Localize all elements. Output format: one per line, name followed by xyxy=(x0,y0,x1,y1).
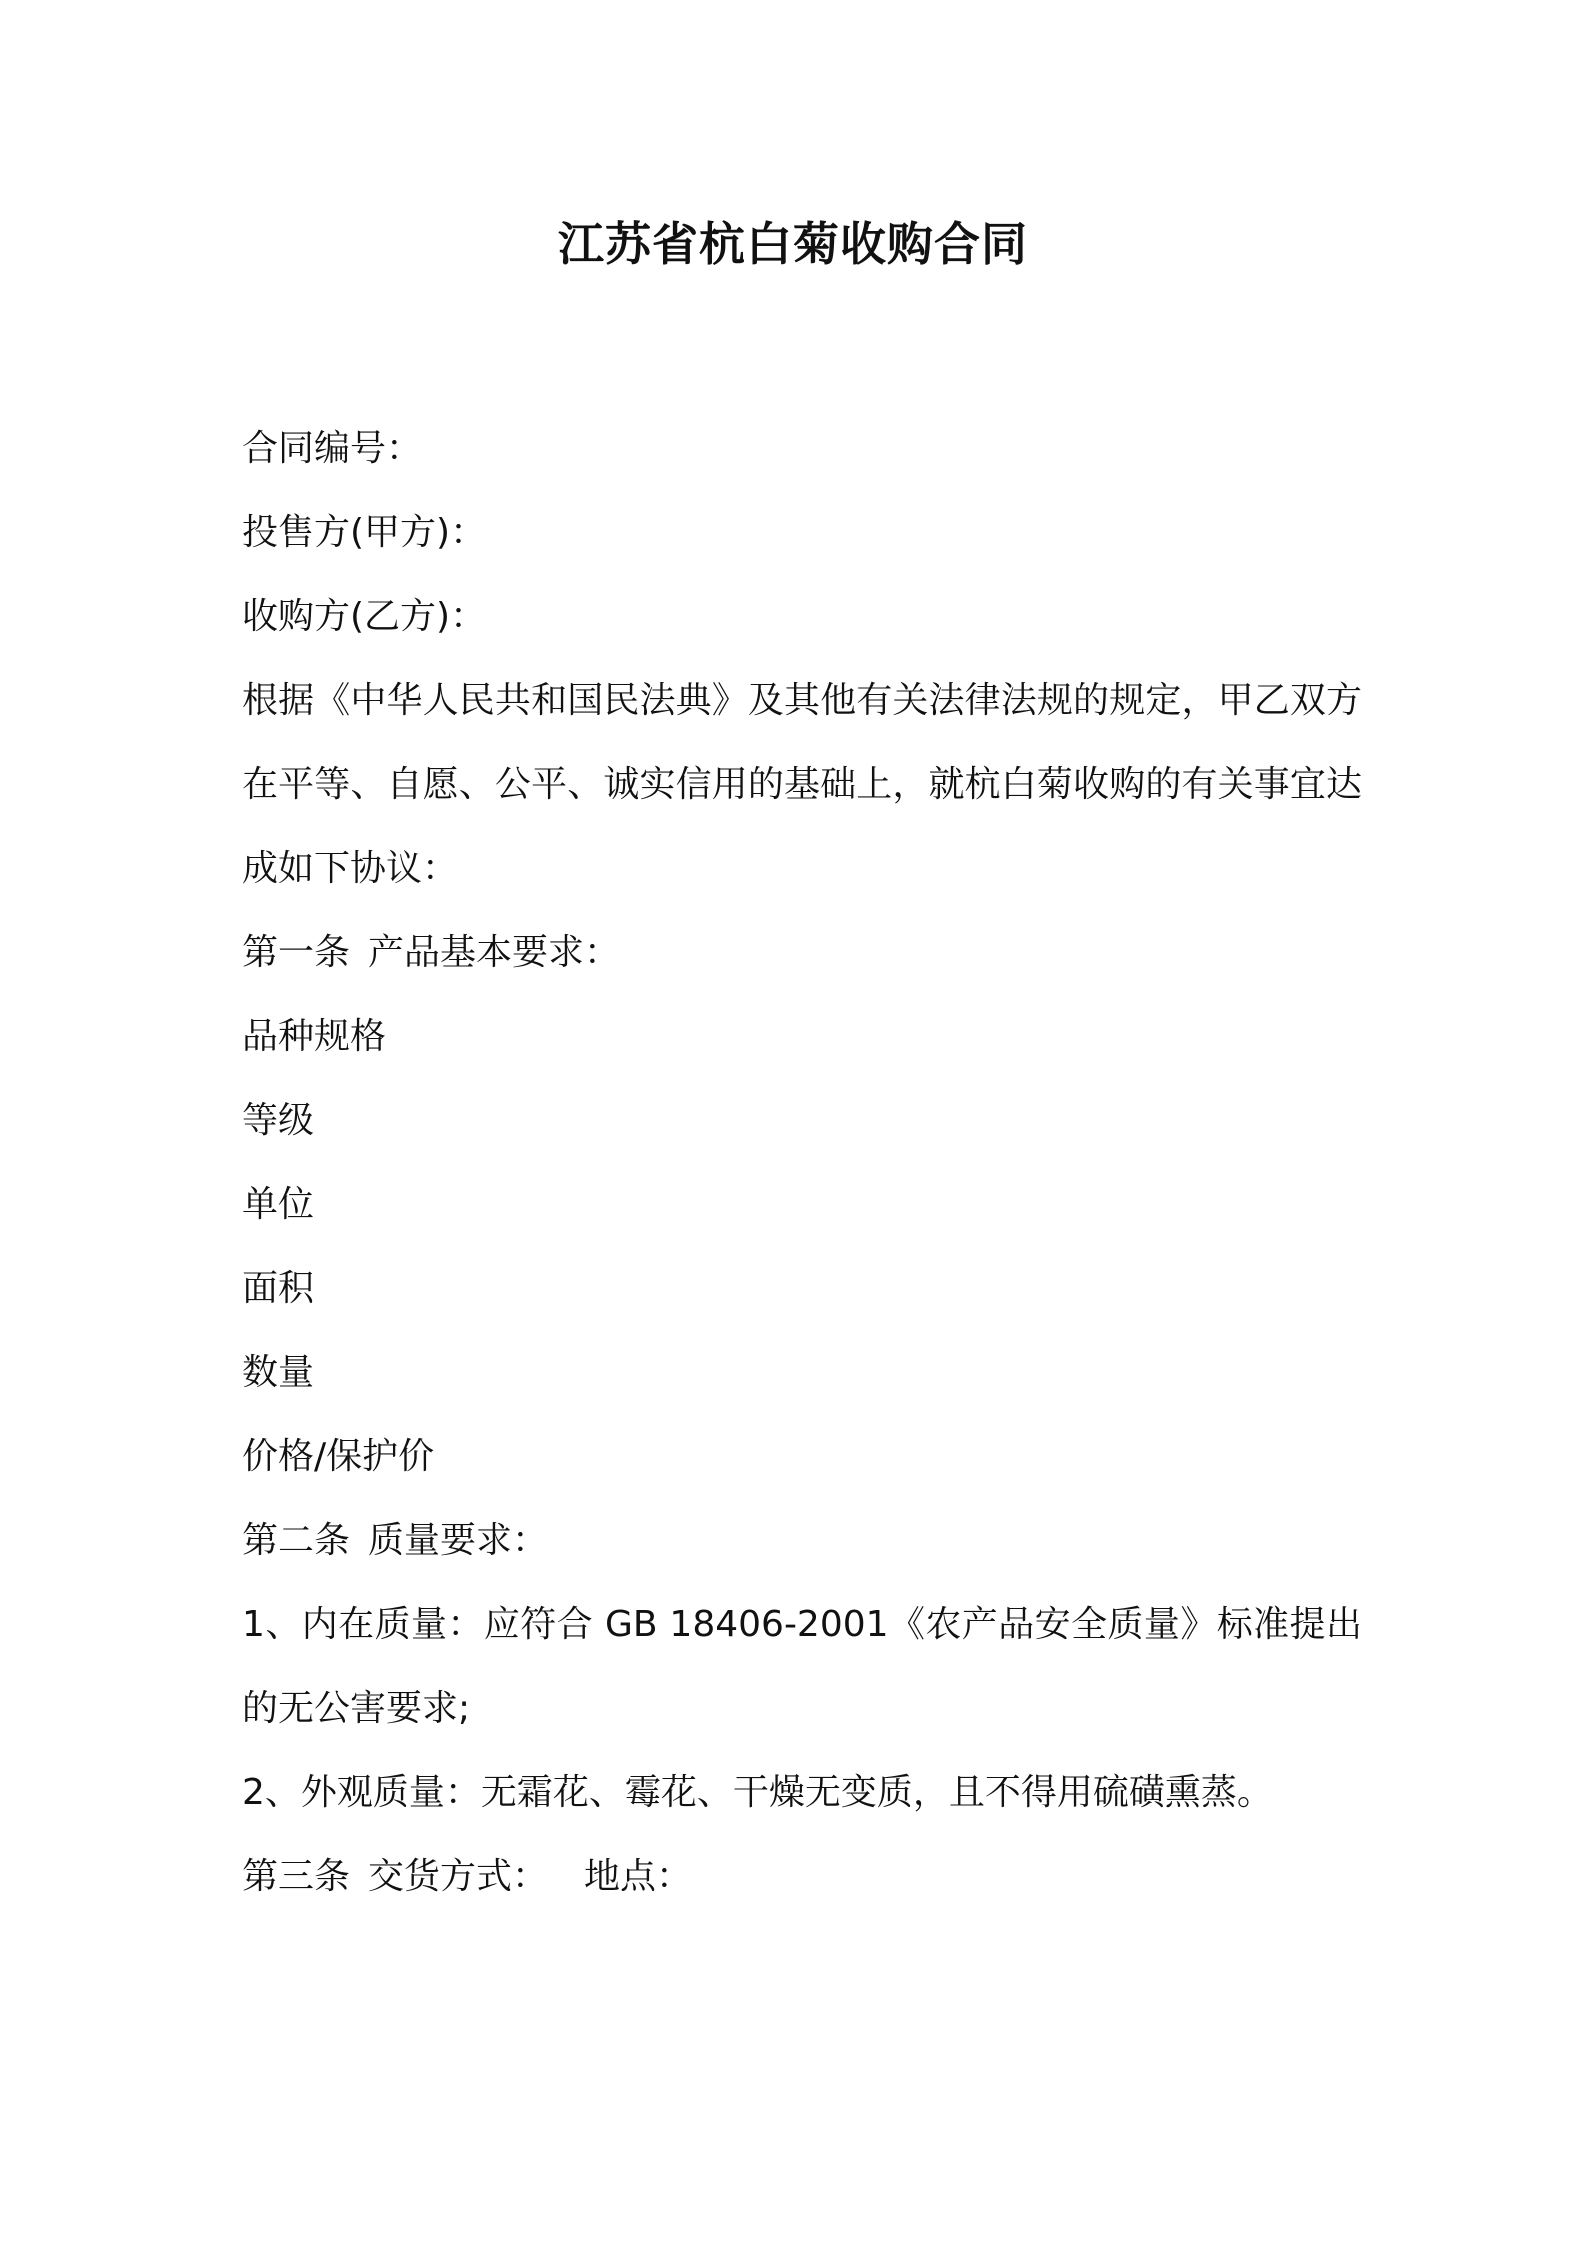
article1-title: 产品基本要求： xyxy=(368,932,621,973)
contract-number-label: 合同编号： xyxy=(242,428,423,469)
article1-number: 第一条 xyxy=(242,932,351,973)
article1-item-price: 价格/保护价 xyxy=(242,1436,435,1477)
document-body xyxy=(242,407,1362,1919)
article1-item-variety: 品种规格 xyxy=(242,1016,387,1057)
article2-heading xyxy=(242,1499,1362,1583)
article3-number: 第三条 xyxy=(242,1856,351,1897)
article1-heading xyxy=(242,911,1362,995)
article3-location-label: 地点： xyxy=(584,1856,693,1897)
article1-item-unit: 单位 xyxy=(242,1184,315,1225)
article3-title: 交货方式： xyxy=(368,1856,549,1897)
article2-item-appearance-quality: 2、外观质量：无霜花、霉花、干燥无变质，且不得用硫磺熏蒸。 xyxy=(242,1772,1273,1813)
buyer-label: 收购方(乙方)： xyxy=(242,596,487,637)
preamble-paragraph: 根据《中华人民共和国民法典》及其他有关法律法规的规定，甲乙双方在平等、自愿、公平、诚实信用的基础上，就杭白菊收购的有关事宜达成如下协议： xyxy=(242,680,1362,889)
seller-label: 投售方(甲方)： xyxy=(242,512,487,553)
article2-number: 第二条 xyxy=(242,1520,351,1561)
article2-title: 质量要求： xyxy=(368,1520,549,1561)
document-title: 江苏省杭白菊收购合同 xyxy=(558,217,1028,271)
article2-item-internal-quality: 1、内在质量：应符合 GB 18406-2001《农产品安全质量》标准提出的无公害要求; xyxy=(242,1604,1362,1729)
article1-item-quantity: 数量 xyxy=(242,1352,315,1393)
article1-item-area: 面积 xyxy=(242,1268,315,1309)
article1-item-grade: 等级 xyxy=(242,1100,315,1141)
article3-heading xyxy=(242,1835,1362,1919)
